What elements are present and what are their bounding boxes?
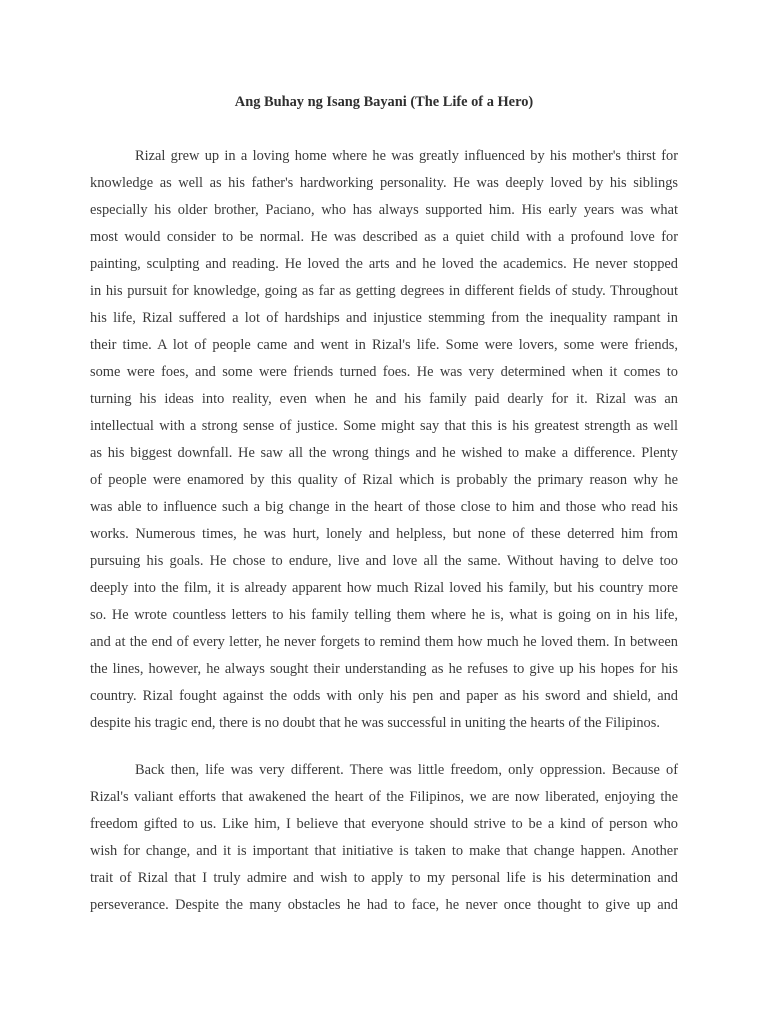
paragraph-line: as his biggest downfall. He saw all the wrong things and he wished to make a difference. Plenty (90, 445, 678, 461)
paragraph-line: intellectual with a strong sense of justice. Some might say that this is his greatest strength as well (90, 418, 678, 434)
paragraph-line: deeply into the film, it is already apparent how much Rizal loved his family, but his country more (90, 580, 678, 596)
paragraph-line: Rizal's valiant efforts that awakened the heart of the Filipinos, we are now liberated, enjoying the (90, 789, 678, 805)
paragraph-line: country. Rizal fought against the odds with only his pen and paper as his sword and shield, and (90, 688, 678, 704)
paragraph-line: painting, sculpting and reading. He loved the arts and he loved the academics. He never stopped (90, 256, 678, 272)
paragraph-line: his life, Rizal suffered a lot of hardships and injustice stemming from the inequality rampant in (90, 310, 678, 326)
paragraph-line: the lines, however, he always sought their understanding as he refuses to give up his hopes for his (90, 661, 678, 677)
paragraph-line: was able to influence such a big change in the heart of those close to him and those who read his (90, 499, 678, 515)
document-title: Ang Buhay ng Isang Bayani (The Life of a Hero) (234, 94, 534, 110)
paragraph-line: turning his ideas into reality, even when he and his family paid dearly for it. Rizal was an (90, 391, 678, 407)
paragraph-1 (90, 143, 678, 737)
paragraph-line: so. He wrote countless letters to his family telling them where he is, what is going on in his life, (90, 607, 678, 623)
paragraph-line: wish for change, and it is important that initiative is taken to make that change happen. Another (90, 843, 678, 859)
paragraph-line: pursuing his goals. He chose to endure, live and love all the same. Without having to delve too (90, 553, 678, 569)
paragraph-line: in his pursuit for knowledge, going as far as getting degrees in different fields of study. Throughout (90, 283, 678, 299)
paragraph-line: despite his tragic end, there is no doubt that he was successful in uniting the hearts of the Filipinos. (90, 715, 660, 731)
paragraph-line: some were foes, and some were friends turned foes. He was very determined when it comes to (90, 364, 678, 380)
paragraph-line: trait of Rizal that I truly admire and wish to apply to my personal life is his determination and (90, 870, 678, 886)
paragraph-line: freedom gifted to us. Like him, I believe that everyone should strive to be a kind of person who (90, 816, 678, 832)
paragraph-line: Rizal grew up in a loving home where he was greatly influenced by his mother's thirst for (135, 148, 678, 164)
paragraph-line: knowledge as well as his father's hardworking personality. He was deeply loved by his siblings (90, 175, 678, 191)
paragraph-line: works. Numerous times, he was hurt, lonely and helpless, but none of these deterred him from (90, 526, 678, 542)
paragraph-2 (90, 757, 678, 919)
paragraph-line: their time. A lot of people came and went in Rizal's life. Some were lovers, some were friends, (90, 337, 678, 353)
paragraph-line: especially his older brother, Paciano, who has always supported him. His early years was what (90, 202, 678, 218)
paragraph-line: most would consider to be normal. He was described as a quiet child with a profound love for (90, 229, 678, 245)
paragraph-line: perseverance. Despite the many obstacles he had to face, he never once thought to give up and (90, 897, 678, 913)
paragraph-line: Back then, life was very different. There was little freedom, only oppression. Because of (135, 762, 678, 778)
paragraph-line: of people were enamored by this quality of Rizal which is probably the primary reason why he (90, 472, 678, 488)
paragraph-line: and at the end of every letter, he never forgets to remind them how much he loved them. In between (90, 634, 678, 650)
